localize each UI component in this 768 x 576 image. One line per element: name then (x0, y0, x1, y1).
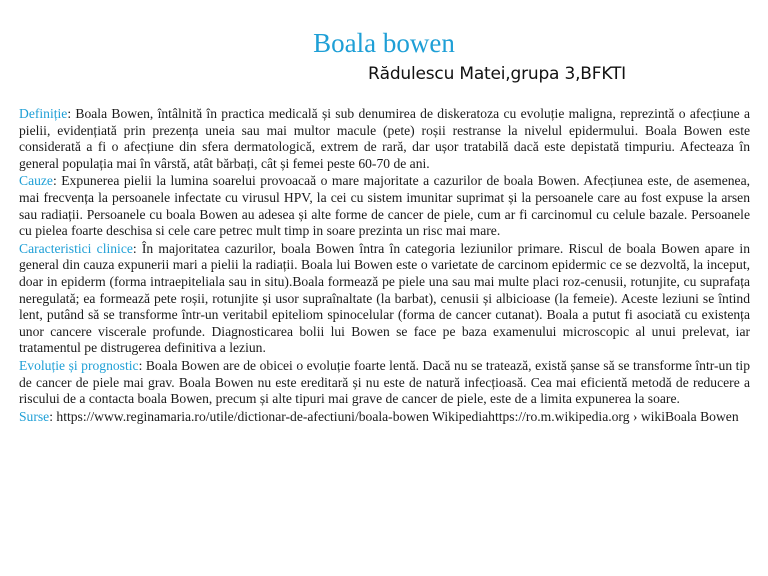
section-text: : Boala Bowen are de obicei o evoluție foarte lentă. Dacă nu se tratează, există șanse să se transforme într-un tip de cancer de piele mai grav. Boala Bowen nu este ereditară și nu este de natură infecțioasă. Cea mai eficientă metodă de reducere a riscului de a contacta boala Bowen, precum și alte tipuri mai grave de cancer de piele, este de a limita expunerea la soare. (19, 357, 750, 407)
page-title: Boala bowen (313, 28, 455, 58)
section-text: : Expunerea pielii la lumina soarelui provoacaă o mare majoritate a cazurilor de boala Bowen. Afecțiunea este, de asemenea, mai frecvența la persoanele infectate cu virusul HPV, la cei cu sistem imunitar suprimat și la persoanele care au fost expuse la arsen sau radiații. Persoanele cu boala Bowen au adesea și alte forme de cancer de piele, cum ar fi carcinomul cu celule bazale. Persoanele cu pielea foarte deschisa si cele care petrec mult timp in soare prezinta un risc mai mare. (19, 173, 750, 239)
section-causes (19, 173, 750, 239)
section-label: Caracteristici clinice (19, 240, 133, 256)
section-definition (19, 106, 750, 172)
section-label: Evoluție și prognostic (19, 357, 139, 373)
section-label: Definiție (19, 106, 68, 121)
sources-label: Surse (19, 408, 50, 424)
section-evolution (19, 358, 750, 408)
section-text: : Boala Bowen, întâlnită în practica medicală și sub denumirea de diskeratoza cu evoluție maligna, reprezintă o afecțiune a pielii, evidențiată prin prezența uneia sau mai multor macule (pete) roșii restranse la nivelul epidermului. Boala Bowen este considerată a fi o afecțiune din sfera dermatologică, extrem de rară, dar ușor tratabilă dacă este depistată timpuriu. Afecteaza în general populația mai în vârstă, atât bărbați, cât și femei peste 60-70 de ani. (19, 106, 750, 171)
section-clinical (19, 241, 750, 357)
document-body (19, 106, 750, 426)
sources-text[interactable]: : https://www.reginamaria.ro/utile/dictionar-de-afectiuni/boala-bowen Wikipediahttps://ro.m.wikipedia.org › wikiBoala Bowen (49, 408, 739, 424)
section-text: : În majoritatea cazurilor, boala Bowen întra în categoria leziunilor primare. Riscul de boala Bowen apare in general din cauza expunerii mari a pielii la radiații. Boala lui Bowen este o varietate de carcinom epidermic ce se dezvoltă, la inceput, doar in epiderm (forma intraepiteliala sau in situ).Boala formează pe piele una sau mai multe placi roz-cenusii, rotunjite, cu suprafața neregulată; ea formează pete roșii, rotunjite și usor supraînaltate (la barbat), cenusii și albicioase (la femeie). Aceste leziuni se întind lent, putând să se transforme într-un veritabil epiteliom spinocelular (forma de cancer cutanat). Boala a putut fi asociată cu existența unor cancere viscerale profunde. Diagnosticarea bolii lui Bowen se face pe baza examenului microscopic al unui prelevat, iar tratamentul pe distrugerea definitiva a leziun. (19, 240, 750, 356)
section-sources (19, 409, 750, 426)
author-line: Rădulescu Matei,grupa 3,BFKTI (368, 64, 626, 84)
section-label: Cauze (19, 173, 53, 189)
